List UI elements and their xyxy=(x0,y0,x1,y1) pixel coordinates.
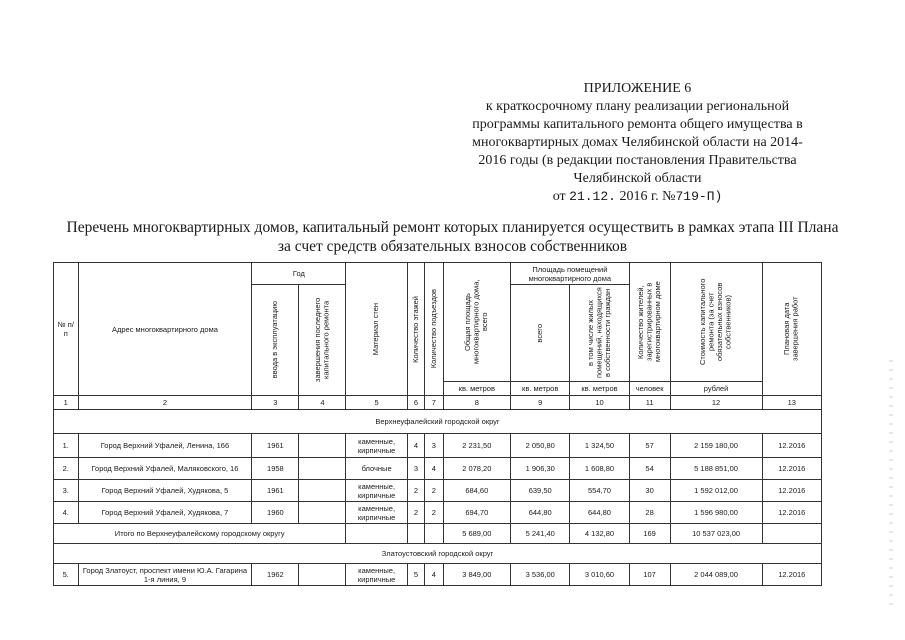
colnum: 10 xyxy=(570,396,629,410)
decree-reference xyxy=(400,188,875,206)
cell-year: 1961 xyxy=(252,480,299,502)
cell-total-area: 684,60 xyxy=(443,480,510,502)
colnum: 6 xyxy=(407,396,424,410)
cell-premises-total: 2 050,80 xyxy=(511,434,570,458)
cell-repair xyxy=(299,502,346,524)
cell-floors: 2 xyxy=(407,502,424,524)
cell-residents: 57 xyxy=(629,434,670,458)
header-num: № п/п xyxy=(54,263,79,396)
unit-residents: человек xyxy=(629,382,670,396)
section-row xyxy=(54,410,822,434)
cell-entrances: 2 xyxy=(425,480,443,502)
colnum: 7 xyxy=(425,396,443,410)
cell-residents: 107 xyxy=(629,564,670,586)
header-deadline: Плановая дата завершения работ xyxy=(762,263,821,396)
cell-repair xyxy=(299,458,346,480)
table-row xyxy=(54,564,822,586)
section-name: Златоустовский городской округ xyxy=(54,544,822,564)
cell-premises-owned: 1 608,80 xyxy=(570,458,629,480)
cell-num: 2. xyxy=(54,458,79,480)
cell-repair xyxy=(299,564,346,586)
cell-address: Город Верхний Уфалей, Худякова, 5 xyxy=(78,480,252,502)
unit-premises-owned: кв. метров xyxy=(570,382,629,396)
cell-address: Город Златоуст, проспект имени Ю.А. Гагарина 1-я линия, 9 xyxy=(78,564,252,586)
total-cost: 10 537 023,00 xyxy=(670,524,762,544)
cell-entrances: 4 xyxy=(425,458,443,480)
cell-cost: 1 592 012,00 xyxy=(670,480,762,502)
colnum: 9 xyxy=(511,396,570,410)
colnum: 12 xyxy=(670,396,762,410)
section-name: Верхнеуфалейский городской округ xyxy=(54,410,822,434)
appendix-line-3: многоквартирных домах Челябинской области на 2014- xyxy=(472,135,803,150)
list-title-line-2: за счет средств обязательных взносов собственников xyxy=(277,238,628,255)
total-area: 5 689,00 xyxy=(443,524,510,544)
cell-premises-total: 644,80 xyxy=(511,502,570,524)
cell-cost: 5 188 851,00 xyxy=(670,458,762,480)
scan-artifact xyxy=(889,360,893,610)
cell-cost: 2 159 180,00 xyxy=(670,434,762,458)
cell-premises-owned: 554,70 xyxy=(570,480,629,502)
list-title-line-1: Перечень многоквартирных домов, капитальный ремонт которых планируется осуществить в рамках этапа III Плана xyxy=(66,219,839,236)
header-wall: Материал стен xyxy=(346,263,407,396)
cell-premises-total: 3 536,00 xyxy=(511,564,570,586)
header-address: Адрес многоквартирного дома xyxy=(78,263,252,396)
cell-premises-owned: 3 010,60 xyxy=(570,564,629,586)
cell-deadline: 12.2016 xyxy=(762,480,821,502)
cell-num: 4. xyxy=(54,502,79,524)
appendix-line-5: Челябинской области xyxy=(573,171,702,186)
cell-entrances: 3 xyxy=(425,434,443,458)
appendix-line-2: программы капитального ремонта общего имущества в xyxy=(472,117,803,132)
colnum: 2 xyxy=(78,396,252,410)
cell-wall: блочные xyxy=(346,458,407,480)
cell-deadline: 12.2016 xyxy=(762,502,821,524)
total-owned: 4 132,80 xyxy=(570,524,629,544)
cell-total-area: 3 849,00 xyxy=(443,564,510,586)
colnum: 3 xyxy=(252,396,299,410)
header-cost: Стоимость капитального ремонта (за счет обязательных взносов собственников) xyxy=(670,263,762,382)
decree-year: 2016 г. № xyxy=(619,189,676,204)
list-title xyxy=(40,218,865,256)
cell-address: Город Верхний Уфалей, Маляковского, 16 xyxy=(78,458,252,480)
cell-premises-total: 1 906,30 xyxy=(511,458,570,480)
table-row xyxy=(54,502,822,524)
cell-deadline: 12.2016 xyxy=(762,434,821,458)
cell-premises-owned: 1 324,50 xyxy=(570,434,629,458)
cell-repair xyxy=(299,434,346,458)
header-premises-total: всего xyxy=(511,285,570,382)
header-year: Год xyxy=(252,263,346,285)
colnum: 5 xyxy=(346,396,407,410)
decree-date: 21.12. xyxy=(569,189,616,204)
cell-num: 3. xyxy=(54,480,79,502)
cell-year: 1958 xyxy=(252,458,299,480)
cell-floors: 3 xyxy=(407,458,424,480)
header-entrances: Количество подъездов xyxy=(425,263,443,396)
cell-wall: каменные, кирпичные xyxy=(346,480,407,502)
total-row xyxy=(54,524,822,544)
cell-empty xyxy=(346,524,407,544)
unit-cost: рублей xyxy=(670,382,762,396)
appendix-label: ПРИЛОЖЕНИЕ 6 xyxy=(583,81,692,96)
cell-year: 1960 xyxy=(252,502,299,524)
cell-repair xyxy=(299,480,346,502)
cell-empty xyxy=(762,524,821,544)
appendix-line-4: 2016 годы (в редакции постановления Правительства xyxy=(478,153,797,168)
cell-address: Город Верхний Уфалей, Худякова, 7 xyxy=(78,502,252,524)
houses-table xyxy=(53,262,822,586)
header-commission: ввода в эксплуатацию xyxy=(252,285,299,396)
cell-cost: 2 044 089,00 xyxy=(670,564,762,586)
cell-wall: каменные, кирпичные xyxy=(346,502,407,524)
cell-total-area: 694,70 xyxy=(443,502,510,524)
appendix-line-1: к краткосрочному плану реализации региональной xyxy=(485,99,790,114)
cell-wall: каменные, кирпичные xyxy=(346,434,407,458)
cell-floors: 5 xyxy=(407,564,424,586)
cell-num: 1. xyxy=(54,434,79,458)
cell-cost: 1 596 980,00 xyxy=(670,502,762,524)
table-row xyxy=(54,458,822,480)
table-row xyxy=(54,480,822,502)
header-last-repair: завершения последнего капитального ремонта xyxy=(299,285,346,396)
cell-floors: 4 xyxy=(407,434,424,458)
cell-year: 1961 xyxy=(252,434,299,458)
cell-empty xyxy=(407,524,424,544)
cell-address: Город Верхний Уфалей, Ленина, 166 xyxy=(78,434,252,458)
colnum: 11 xyxy=(629,396,670,410)
header-floors: Количество этажей xyxy=(407,263,424,396)
cell-entrances: 2 xyxy=(425,502,443,524)
colnum: 8 xyxy=(443,396,510,410)
cell-residents: 28 xyxy=(629,502,670,524)
cell-year: 1962 xyxy=(252,564,299,586)
header-row-1 xyxy=(54,263,822,285)
header-premises-owned: в том числе жилых помещений, находящихся в собственности граждан xyxy=(570,285,629,382)
cell-premises-owned: 644,80 xyxy=(570,502,629,524)
appendix-header xyxy=(400,80,875,206)
unit-premises-total: кв. метров xyxy=(511,382,570,396)
cell-wall: каменные, кирпичные xyxy=(346,564,407,586)
colnum: 4 xyxy=(299,396,346,410)
colnum: 13 xyxy=(762,396,821,410)
total-residents: 169 xyxy=(629,524,670,544)
cell-residents: 54 xyxy=(629,458,670,480)
decree-from: от xyxy=(552,189,566,204)
header-premises-area: Площадь помещений многоквартирного дома xyxy=(511,263,630,285)
cell-total-area: 2 231,50 xyxy=(443,434,510,458)
total-label: Итого по Верхнеуфалейскому городскому округу xyxy=(54,524,346,544)
total-premises: 5 241,40 xyxy=(511,524,570,544)
cell-residents: 30 xyxy=(629,480,670,502)
table-row xyxy=(54,434,822,458)
column-numbers-row xyxy=(54,396,822,410)
cell-entrances: 4 xyxy=(425,564,443,586)
cell-deadline: 12.2016 xyxy=(762,564,821,586)
colnum: 1 xyxy=(54,396,79,410)
header-residents: Количество жителей, зарегистрированных в многоквартирном доме xyxy=(629,263,670,382)
cell-floors: 2 xyxy=(407,480,424,502)
section-row xyxy=(54,544,822,564)
unit-total-area: кв. метров xyxy=(443,382,510,396)
decree-number: 719-П) xyxy=(675,189,723,204)
cell-deadline: 12.2016 xyxy=(762,458,821,480)
cell-num: 5. xyxy=(54,564,79,586)
cell-total-area: 2 078,20 xyxy=(443,458,510,480)
cell-empty xyxy=(425,524,443,544)
header-total-area: Общая площадь многоквартирного дома, всего xyxy=(443,263,510,382)
cell-premises-total: 639,50 xyxy=(511,480,570,502)
